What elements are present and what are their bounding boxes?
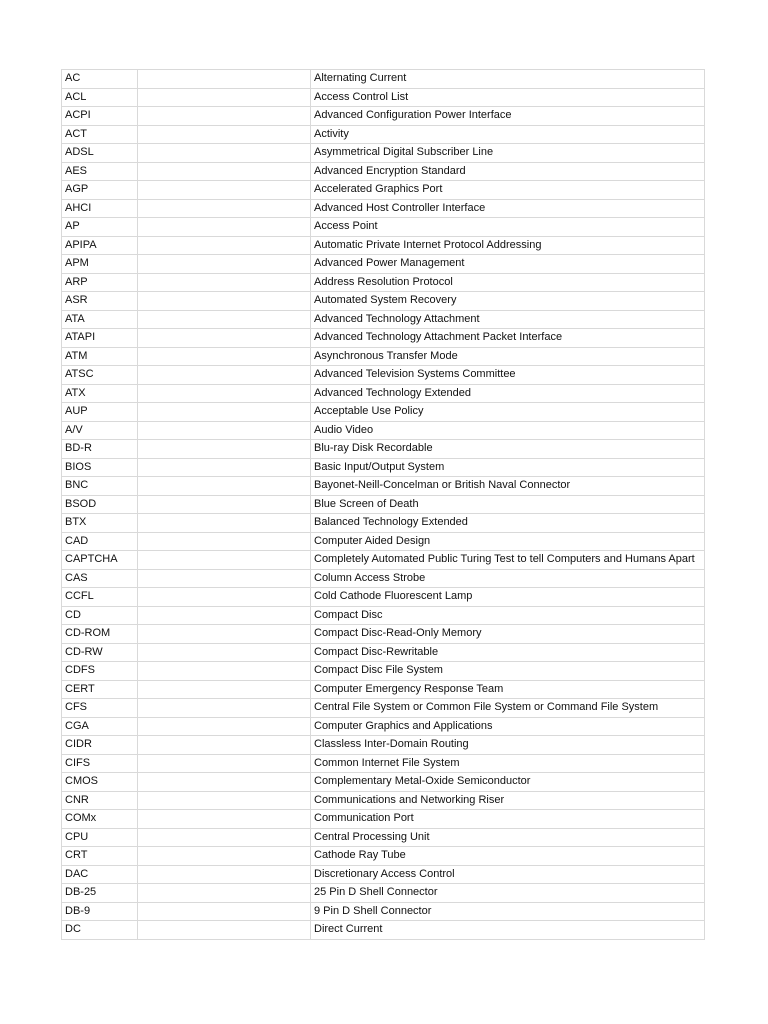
acronym-cell: COMx [62, 810, 138, 829]
empty-cell [138, 643, 311, 662]
empty-cell [138, 236, 311, 255]
empty-cell [138, 773, 311, 792]
acronym-cell: ATM [62, 347, 138, 366]
table-row [62, 199, 705, 218]
empty-cell [138, 421, 311, 440]
acronym-cell: ASR [62, 292, 138, 311]
definition-cell: Discretionary Access Control [311, 865, 705, 884]
empty-cell [138, 699, 311, 718]
empty-cell [138, 458, 311, 477]
definition-cell: Advanced Power Management [311, 255, 705, 274]
acronym-cell: ATA [62, 310, 138, 329]
empty-cell [138, 551, 311, 570]
table-row [62, 477, 705, 496]
definition-cell: Communication Port [311, 810, 705, 829]
table-row [62, 495, 705, 514]
definition-cell: Acceptable Use Policy [311, 403, 705, 422]
empty-cell [138, 273, 311, 292]
empty-cell [138, 569, 311, 588]
table-row [62, 699, 705, 718]
acronym-cell: CRT [62, 847, 138, 866]
definition-cell: Alternating Current [311, 70, 705, 89]
definition-cell: Compact Disc [311, 606, 705, 625]
definition-cell: 25 Pin D Shell Connector [311, 884, 705, 903]
empty-cell [138, 606, 311, 625]
definition-cell: Central File System or Common File System or Command File System [311, 699, 705, 718]
empty-cell [138, 440, 311, 459]
acronym-cell: AUP [62, 403, 138, 422]
empty-cell [138, 125, 311, 144]
table-row [62, 736, 705, 755]
empty-cell [138, 754, 311, 773]
definition-cell: Blue Screen of Death [311, 495, 705, 514]
table-row [62, 569, 705, 588]
definition-cell: Advanced Technology Extended [311, 384, 705, 403]
table-row [62, 107, 705, 126]
acronym-cell: CD [62, 606, 138, 625]
table-row [62, 551, 705, 570]
empty-cell [138, 921, 311, 940]
acronym-cell: AC [62, 70, 138, 89]
empty-cell [138, 329, 311, 348]
table-row [62, 532, 705, 551]
table-row [62, 773, 705, 792]
table-row [62, 310, 705, 329]
definition-cell: Compact Disc File System [311, 662, 705, 681]
acronym-cell: CGA [62, 717, 138, 736]
acronym-cell: ARP [62, 273, 138, 292]
acronym-cell: CCFL [62, 588, 138, 607]
empty-cell [138, 902, 311, 921]
acronym-cell: ACPI [62, 107, 138, 126]
table-row [62, 292, 705, 311]
acronym-cell: A/V [62, 421, 138, 440]
acronym-cell: DB-9 [62, 902, 138, 921]
definition-cell: Blu-ray Disk Recordable [311, 440, 705, 459]
acronym-cell: AHCI [62, 199, 138, 218]
empty-cell [138, 218, 311, 237]
empty-cell [138, 255, 311, 274]
acronym-cell: APIPA [62, 236, 138, 255]
acronym-cell: CD-ROM [62, 625, 138, 644]
acronym-cell: CD-RW [62, 643, 138, 662]
table-row [62, 606, 705, 625]
empty-cell [138, 662, 311, 681]
definition-cell: Classless Inter-Domain Routing [311, 736, 705, 755]
table-row [62, 921, 705, 940]
acronym-cell: CAD [62, 532, 138, 551]
empty-cell [138, 791, 311, 810]
empty-cell [138, 588, 311, 607]
definition-cell: Cold Cathode Fluorescent Lamp [311, 588, 705, 607]
acronym-cell: AP [62, 218, 138, 237]
empty-cell [138, 865, 311, 884]
definition-cell: Asynchronous Transfer Mode [311, 347, 705, 366]
table-row [62, 218, 705, 237]
empty-cell [138, 144, 311, 163]
empty-cell [138, 88, 311, 107]
definition-cell: Audio Video [311, 421, 705, 440]
definition-cell: Complementary Metal-Oxide Semiconductor [311, 773, 705, 792]
empty-cell [138, 107, 311, 126]
definition-cell: Common Internet File System [311, 754, 705, 773]
table-row [62, 181, 705, 200]
empty-cell [138, 736, 311, 755]
acronym-cell: CERT [62, 680, 138, 699]
table-row [62, 717, 705, 736]
table-row [62, 403, 705, 422]
table-row [62, 347, 705, 366]
acronym-table [61, 69, 705, 940]
definition-cell: Cathode Ray Tube [311, 847, 705, 866]
definition-cell: Computer Graphics and Applications [311, 717, 705, 736]
definition-cell: Activity [311, 125, 705, 144]
table-row [62, 125, 705, 144]
empty-cell [138, 625, 311, 644]
acronym-cell: BTX [62, 514, 138, 533]
definition-cell: Accelerated Graphics Port [311, 181, 705, 200]
definition-cell: Compact Disc-Rewritable [311, 643, 705, 662]
acronym-table-body [62, 70, 705, 940]
definition-cell: Balanced Technology Extended [311, 514, 705, 533]
table-row [62, 144, 705, 163]
acronym-cell: APM [62, 255, 138, 274]
definition-cell: Completely Automated Public Turing Test to tell Computers and Humans Apart [311, 551, 705, 570]
table-row [62, 366, 705, 385]
empty-cell [138, 495, 311, 514]
acronym-cell: ATX [62, 384, 138, 403]
acronym-cell: CNR [62, 791, 138, 810]
empty-cell [138, 292, 311, 311]
empty-cell [138, 181, 311, 200]
empty-cell [138, 162, 311, 181]
acronym-cell: AGP [62, 181, 138, 200]
definition-cell: Advanced Television Systems Committee [311, 366, 705, 385]
empty-cell [138, 847, 311, 866]
definition-cell: Basic Input/Output System [311, 458, 705, 477]
definition-cell: Advanced Technology Attachment [311, 310, 705, 329]
empty-cell [138, 680, 311, 699]
definition-cell: Column Access Strobe [311, 569, 705, 588]
acronym-cell: DAC [62, 865, 138, 884]
table-row [62, 643, 705, 662]
definition-cell: Automated System Recovery [311, 292, 705, 311]
table-row [62, 458, 705, 477]
acronym-cell: CFS [62, 699, 138, 718]
definition-cell: 9 Pin D Shell Connector [311, 902, 705, 921]
empty-cell [138, 366, 311, 385]
acronym-cell: BNC [62, 477, 138, 496]
table-row [62, 625, 705, 644]
acronym-cell: CAPTCHA [62, 551, 138, 570]
table-row [62, 680, 705, 699]
table-row [62, 865, 705, 884]
definition-cell: Address Resolution Protocol [311, 273, 705, 292]
table-row [62, 810, 705, 829]
definition-cell: Advanced Configuration Power Interface [311, 107, 705, 126]
acronym-cell: ATSC [62, 366, 138, 385]
definition-cell: Direct Current [311, 921, 705, 940]
acronym-cell: CAS [62, 569, 138, 588]
acronym-cell: ATAPI [62, 329, 138, 348]
acronym-cell: CMOS [62, 773, 138, 792]
acronym-cell: ACT [62, 125, 138, 144]
table-row [62, 236, 705, 255]
table-row [62, 440, 705, 459]
acronym-cell: DB-25 [62, 884, 138, 903]
table-row [62, 514, 705, 533]
acronym-cell: CIDR [62, 736, 138, 755]
acronym-cell: BIOS [62, 458, 138, 477]
empty-cell [138, 717, 311, 736]
table-row [62, 662, 705, 681]
table-row [62, 273, 705, 292]
definition-cell: Advanced Encryption Standard [311, 162, 705, 181]
table-row [62, 754, 705, 773]
acronym-cell: BD-R [62, 440, 138, 459]
definition-cell: Asymmetrical Digital Subscriber Line [311, 144, 705, 163]
table-row [62, 329, 705, 348]
definition-cell: Advanced Technology Attachment Packet Interface [311, 329, 705, 348]
acronym-cell: CDFS [62, 662, 138, 681]
table-row [62, 847, 705, 866]
table-row [62, 421, 705, 440]
definition-cell: Access Point [311, 218, 705, 237]
definition-cell: Communications and Networking Riser [311, 791, 705, 810]
empty-cell [138, 403, 311, 422]
definition-cell: Computer Emergency Response Team [311, 680, 705, 699]
empty-cell [138, 384, 311, 403]
empty-cell [138, 514, 311, 533]
empty-cell [138, 810, 311, 829]
definition-cell: Access Control List [311, 88, 705, 107]
table-row [62, 828, 705, 847]
acronym-cell: ACL [62, 88, 138, 107]
acronym-cell: DC [62, 921, 138, 940]
acronym-cell: CIFS [62, 754, 138, 773]
empty-cell [138, 477, 311, 496]
empty-cell [138, 70, 311, 89]
empty-cell [138, 310, 311, 329]
table-row [62, 70, 705, 89]
empty-cell [138, 347, 311, 366]
empty-cell [138, 884, 311, 903]
empty-cell [138, 199, 311, 218]
table-row [62, 255, 705, 274]
empty-cell [138, 828, 311, 847]
table-row [62, 88, 705, 107]
definition-cell: Advanced Host Controller Interface [311, 199, 705, 218]
acronym-cell: ADSL [62, 144, 138, 163]
acronym-cell: AES [62, 162, 138, 181]
table-row [62, 791, 705, 810]
table-row [62, 588, 705, 607]
definition-cell: Compact Disc-Read-Only Memory [311, 625, 705, 644]
definition-cell: Computer Aided Design [311, 532, 705, 551]
definition-cell: Bayonet-Neill-Concelman or British Naval Connector [311, 477, 705, 496]
table-row [62, 162, 705, 181]
empty-cell [138, 532, 311, 551]
table-row [62, 902, 705, 921]
table-row [62, 384, 705, 403]
acronym-cell: BSOD [62, 495, 138, 514]
table-row [62, 884, 705, 903]
definition-cell: Automatic Private Internet Protocol Addressing [311, 236, 705, 255]
definition-cell: Central Processing Unit [311, 828, 705, 847]
acronym-cell: CPU [62, 828, 138, 847]
